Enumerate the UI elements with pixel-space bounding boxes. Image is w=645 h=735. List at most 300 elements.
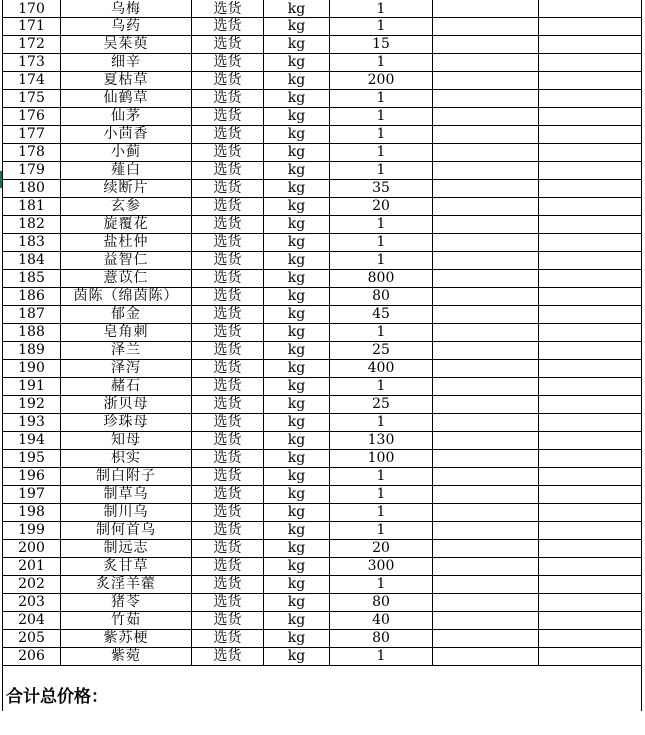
table-row	[3, 432, 642, 450]
table-row	[3, 360, 642, 378]
table-row	[3, 108, 642, 126]
quantity-cell[interactable]: 1	[330, 648, 433, 666]
unit-price-cell[interactable]	[433, 18, 539, 36]
grade-cell[interactable]: 选货	[192, 576, 264, 594]
amount-cell[interactable]	[539, 486, 642, 504]
grade-cell[interactable]: 选货	[192, 270, 264, 288]
row-number-cell[interactable]: 205	[3, 630, 61, 648]
row-number-cell[interactable]: 173	[3, 54, 61, 72]
herb-name-cell[interactable]: 仙鹤草	[61, 90, 192, 108]
unit-price-cell[interactable]	[433, 126, 539, 144]
grade-cell[interactable]: 选货	[192, 198, 264, 216]
unit-cell[interactable]: kg	[264, 378, 330, 396]
row-number-cell[interactable]: 172	[3, 36, 61, 54]
unit-price-cell[interactable]	[433, 342, 539, 360]
amount-cell[interactable]	[539, 468, 642, 486]
total-price-label: 合计总价格：	[6, 686, 108, 707]
quantity-cell[interactable]: 20	[330, 198, 433, 216]
grade-cell[interactable]: 选货	[192, 72, 264, 90]
grade-cell[interactable]: 选货	[192, 36, 264, 54]
herb-name-cell[interactable]: 茵陈（绵茵陈）	[61, 288, 192, 306]
row-number-cell[interactable]: 184	[3, 252, 61, 270]
amount-cell[interactable]	[539, 288, 642, 306]
quantity-cell[interactable]: 25	[330, 396, 433, 414]
table-row	[3, 414, 642, 432]
amount-cell[interactable]	[539, 612, 642, 630]
table-row	[3, 594, 642, 612]
quantity-cell[interactable]: 1	[330, 414, 433, 432]
quantity-cell[interactable]: 1	[330, 576, 433, 594]
unit-cell[interactable]: kg	[264, 504, 330, 522]
row-number-cell[interactable]: 196	[3, 468, 61, 486]
grade-cell[interactable]: 选货	[192, 126, 264, 144]
table-row	[3, 18, 642, 36]
grade-cell[interactable]: 选货	[192, 108, 264, 126]
row-number-cell[interactable]: 197	[3, 486, 61, 504]
herb-name-cell[interactable]: 仙茅	[61, 108, 192, 126]
amount-cell[interactable]	[539, 234, 642, 252]
quantity-cell[interactable]: 1	[330, 522, 433, 540]
herb-name-cell[interactable]: 小茴香	[61, 126, 192, 144]
quantity-cell[interactable]: 1	[330, 324, 433, 342]
grade-cell[interactable]: 选货	[192, 306, 264, 324]
grade-cell[interactable]: 选货	[192, 486, 264, 504]
amount-cell[interactable]	[539, 306, 642, 324]
price-list-table	[2, 0, 642, 711]
amount-cell[interactable]	[539, 558, 642, 576]
quantity-cell[interactable]: 1	[330, 216, 433, 234]
grade-cell[interactable]: 选货	[192, 504, 264, 522]
herb-name-cell[interactable]: 制白附子	[61, 468, 192, 486]
table-row	[3, 36, 642, 54]
herb-name-cell[interactable]: 制草乌	[61, 486, 192, 504]
grade-cell[interactable]: 选货	[192, 216, 264, 234]
quantity-cell[interactable]: 1	[330, 90, 433, 108]
herb-name-cell[interactable]: 竹茹	[61, 612, 192, 630]
amount-cell[interactable]	[539, 72, 642, 90]
unit-price-cell[interactable]	[433, 648, 539, 666]
table-row	[3, 54, 642, 72]
grade-cell[interactable]: 选货	[192, 144, 264, 162]
quantity-cell[interactable]: 1	[330, 126, 433, 144]
grade-cell[interactable]: 选货	[192, 414, 264, 432]
grade-cell[interactable]: 选货	[192, 540, 264, 558]
row-number-cell[interactable]: 177	[3, 126, 61, 144]
unit-price-cell[interactable]	[433, 198, 539, 216]
amount-cell[interactable]	[539, 576, 642, 594]
grade-cell[interactable]: 选货	[192, 468, 264, 486]
unit-price-cell[interactable]	[433, 252, 539, 270]
herb-name-cell[interactable]: 旋覆花	[61, 216, 192, 234]
herb-name-cell[interactable]: 浙贝母	[61, 396, 192, 414]
unit-cell[interactable]: kg	[264, 414, 330, 432]
quantity-cell[interactable]: 15	[330, 36, 433, 54]
amount-cell[interactable]	[539, 396, 642, 414]
grade-cell[interactable]: 选货	[192, 252, 264, 270]
amount-cell[interactable]	[539, 54, 642, 72]
unit-price-cell[interactable]	[433, 486, 539, 504]
unit-price-cell[interactable]	[433, 522, 539, 540]
herb-name-cell[interactable]: 知母	[61, 432, 192, 450]
quantity-cell[interactable]: 1	[330, 144, 433, 162]
row-number-cell[interactable]: 185	[3, 270, 61, 288]
quantity-cell[interactable]: 1	[330, 234, 433, 252]
amount-cell[interactable]	[539, 18, 642, 36]
herb-name-cell[interactable]: 郁金	[61, 306, 192, 324]
herb-name-cell[interactable]: 赭石	[61, 378, 192, 396]
unit-cell[interactable]: kg	[264, 0, 330, 18]
unit-cell[interactable]: kg	[264, 522, 330, 540]
herb-name-cell[interactable]: 细辛	[61, 54, 192, 72]
unit-price-cell[interactable]	[433, 540, 539, 558]
table-row	[3, 648, 642, 666]
unit-cell[interactable]: kg	[264, 540, 330, 558]
unit-cell[interactable]: kg	[264, 216, 330, 234]
amount-cell[interactable]	[539, 450, 642, 468]
row-number-cell[interactable]: 206	[3, 648, 61, 666]
grade-cell[interactable]: 选货	[192, 180, 264, 198]
unit-price-cell[interactable]	[433, 432, 539, 450]
unit-price-cell[interactable]	[433, 0, 539, 18]
quantity-cell[interactable]: 800	[330, 270, 433, 288]
unit-cell[interactable]: kg	[264, 468, 330, 486]
unit-price-cell[interactable]	[433, 612, 539, 630]
herb-name-cell[interactable]: 夏枯草	[61, 72, 192, 90]
unit-cell[interactable]: kg	[264, 18, 330, 36]
amount-cell[interactable]	[539, 522, 642, 540]
herb-name-cell[interactable]: 乌药	[61, 18, 192, 36]
grade-cell[interactable]: 选货	[192, 360, 264, 378]
row-number-cell[interactable]: 199	[3, 522, 61, 540]
total-price-row	[3, 666, 642, 711]
table-row	[3, 198, 642, 216]
grade-cell[interactable]: 选货	[192, 378, 264, 396]
grade-cell[interactable]: 选货	[192, 18, 264, 36]
unit-cell[interactable]: kg	[264, 324, 330, 342]
row-number-cell[interactable]: 174	[3, 72, 61, 90]
unit-cell[interactable]: kg	[264, 630, 330, 648]
unit-cell[interactable]: kg	[264, 288, 330, 306]
herb-name-cell[interactable]: 紫苏梗	[61, 630, 192, 648]
unit-cell[interactable]: kg	[264, 648, 330, 666]
row-number-cell[interactable]: 195	[3, 450, 61, 468]
unit-price-cell[interactable]	[433, 36, 539, 54]
unit-cell[interactable]: kg	[264, 432, 330, 450]
table-row	[3, 180, 642, 198]
table-row	[3, 270, 642, 288]
table-row	[3, 396, 642, 414]
table-row	[3, 504, 642, 522]
quantity-cell[interactable]: 25	[330, 342, 433, 360]
herb-name-cell[interactable]: 紫菀	[61, 648, 192, 666]
unit-price-cell[interactable]	[433, 594, 539, 612]
herb-name-cell[interactable]: 制远志	[61, 540, 192, 558]
amount-cell[interactable]	[539, 594, 642, 612]
quantity-cell[interactable]: 1	[330, 108, 433, 126]
table-row	[3, 162, 642, 180]
grade-cell[interactable]: 选货	[192, 594, 264, 612]
unit-price-cell[interactable]	[433, 270, 539, 288]
quantity-cell[interactable]: 1	[330, 468, 433, 486]
table-row	[3, 576, 642, 594]
unit-cell[interactable]: kg	[264, 126, 330, 144]
grade-cell[interactable]: 选货	[192, 342, 264, 360]
unit-price-cell[interactable]	[433, 288, 539, 306]
unit-cell[interactable]: kg	[264, 342, 330, 360]
row-number-cell[interactable]: 204	[3, 612, 61, 630]
unit-price-cell[interactable]	[433, 396, 539, 414]
table-row	[3, 288, 642, 306]
table-row	[3, 522, 642, 540]
amount-cell[interactable]	[539, 504, 642, 522]
unit-price-cell[interactable]	[433, 72, 539, 90]
unit-price-cell[interactable]	[433, 162, 539, 180]
grade-cell[interactable]: 选货	[192, 450, 264, 468]
unit-price-cell[interactable]	[433, 324, 539, 342]
table-row	[3, 468, 642, 486]
quantity-cell[interactable]: 40	[330, 612, 433, 630]
quantity-cell[interactable]: 35	[330, 180, 433, 198]
table-row	[3, 558, 642, 576]
quantity-cell[interactable]: 1	[330, 504, 433, 522]
quantity-cell[interactable]: 45	[330, 306, 433, 324]
total-price-cell[interactable]	[3, 666, 642, 711]
row-number-cell[interactable]: 201	[3, 558, 61, 576]
unit-price-cell[interactable]	[433, 90, 539, 108]
amount-cell[interactable]	[539, 252, 642, 270]
quantity-cell[interactable]: 1	[330, 18, 433, 36]
amount-cell[interactable]	[539, 270, 642, 288]
grade-cell[interactable]: 选货	[192, 162, 264, 180]
row-number-cell[interactable]: 202	[3, 576, 61, 594]
unit-price-cell[interactable]	[433, 144, 539, 162]
amount-cell[interactable]	[539, 324, 642, 342]
grade-cell[interactable]: 选货	[192, 324, 264, 342]
unit-price-cell[interactable]	[433, 504, 539, 522]
unit-price-cell[interactable]	[433, 54, 539, 72]
quantity-cell[interactable]: 1	[330, 378, 433, 396]
grade-cell[interactable]: 选货	[192, 288, 264, 306]
quantity-cell[interactable]: 100	[330, 450, 433, 468]
herb-name-cell[interactable]: 薤白	[61, 162, 192, 180]
quantity-cell[interactable]: 1	[330, 0, 433, 18]
amount-cell[interactable]	[539, 360, 642, 378]
herb-name-cell[interactable]: 制川乌	[61, 504, 192, 522]
unit-cell[interactable]: kg	[264, 612, 330, 630]
quantity-cell[interactable]: 400	[330, 360, 433, 378]
unit-price-cell[interactable]	[433, 216, 539, 234]
amount-cell[interactable]	[539, 144, 642, 162]
quantity-cell[interactable]: 1	[330, 54, 433, 72]
amount-cell[interactable]	[539, 216, 642, 234]
unit-price-cell[interactable]	[433, 468, 539, 486]
herb-name-cell[interactable]: 续断片	[61, 180, 192, 198]
grade-cell[interactable]: 选货	[192, 54, 264, 72]
amount-cell[interactable]	[539, 432, 642, 450]
grade-cell[interactable]: 选货	[192, 396, 264, 414]
amount-cell[interactable]	[539, 90, 642, 108]
herb-name-cell[interactable]: 炙甘草	[61, 558, 192, 576]
table-row	[3, 72, 642, 90]
row-number-cell[interactable]: 198	[3, 504, 61, 522]
unit-cell[interactable]: kg	[264, 252, 330, 270]
table-body	[3, 0, 642, 666]
grade-cell[interactable]: 选货	[192, 648, 264, 666]
quantity-cell[interactable]: 1	[330, 252, 433, 270]
row-number-cell[interactable]: 175	[3, 90, 61, 108]
table-row	[3, 252, 642, 270]
unit-price-cell[interactable]	[433, 378, 539, 396]
row-number-cell[interactable]: 188	[3, 324, 61, 342]
row-number-cell[interactable]: 189	[3, 342, 61, 360]
row-number-cell[interactable]: 183	[3, 234, 61, 252]
quantity-cell[interactable]: 80	[330, 630, 433, 648]
row-number-cell[interactable]: 170	[3, 0, 61, 18]
table-row	[3, 342, 642, 360]
table-row	[3, 0, 642, 18]
unit-cell[interactable]: kg	[264, 360, 330, 378]
row-number-cell[interactable]: 171	[3, 18, 61, 36]
quantity-cell[interactable]: 20	[330, 540, 433, 558]
row-number-cell[interactable]: 200	[3, 540, 61, 558]
table-row	[3, 324, 642, 342]
unit-cell[interactable]: kg	[264, 594, 330, 612]
herb-name-cell[interactable]: 乌梅	[61, 0, 192, 18]
row-number-cell[interactable]: 181	[3, 198, 61, 216]
quantity-cell[interactable]: 130	[330, 432, 433, 450]
table-row	[3, 630, 642, 648]
amount-cell[interactable]	[539, 630, 642, 648]
amount-cell[interactable]	[539, 378, 642, 396]
unit-cell[interactable]: kg	[264, 306, 330, 324]
unit-price-cell[interactable]	[433, 630, 539, 648]
row-number-cell[interactable]: 186	[3, 288, 61, 306]
amount-cell[interactable]	[539, 540, 642, 558]
herb-name-cell[interactable]: 制何首乌	[61, 522, 192, 540]
unit-cell[interactable]: kg	[264, 72, 330, 90]
table-row	[3, 378, 642, 396]
row-number-cell[interactable]: 192	[3, 396, 61, 414]
amount-cell[interactable]	[539, 0, 642, 18]
row-number-cell[interactable]: 179	[3, 162, 61, 180]
row-number-cell[interactable]: 193	[3, 414, 61, 432]
unit-cell[interactable]: kg	[264, 36, 330, 54]
unit-cell[interactable]: kg	[264, 486, 330, 504]
unit-cell[interactable]: kg	[264, 90, 330, 108]
row-number-cell[interactable]: 191	[3, 378, 61, 396]
quantity-cell[interactable]: 1	[330, 162, 433, 180]
unit-cell[interactable]: kg	[264, 162, 330, 180]
unit-price-cell[interactable]	[433, 558, 539, 576]
quantity-cell[interactable]: 300	[330, 558, 433, 576]
grade-cell[interactable]: 选货	[192, 612, 264, 630]
unit-price-cell[interactable]	[433, 450, 539, 468]
herb-name-cell[interactable]: 吴茱萸	[61, 36, 192, 54]
grade-cell[interactable]: 选货	[192, 630, 264, 648]
herb-name-cell[interactable]: 枳实	[61, 450, 192, 468]
grade-cell[interactable]: 选货	[192, 90, 264, 108]
amount-cell[interactable]	[539, 36, 642, 54]
grade-cell[interactable]: 选货	[192, 432, 264, 450]
amount-cell[interactable]	[539, 180, 642, 198]
grade-cell[interactable]: 选货	[192, 558, 264, 576]
table-row	[3, 216, 642, 234]
table-row	[3, 90, 642, 108]
herb-name-cell[interactable]: 珍珠母	[61, 414, 192, 432]
table-row	[3, 126, 642, 144]
row-number-cell[interactable]: 190	[3, 360, 61, 378]
quantity-cell[interactable]: 80	[330, 594, 433, 612]
table-row	[3, 234, 642, 252]
herb-name-cell[interactable]: 炙淫羊藿	[61, 576, 192, 594]
herb-name-cell[interactable]: 皂角刺	[61, 324, 192, 342]
unit-price-cell[interactable]	[433, 306, 539, 324]
amount-cell[interactable]	[539, 198, 642, 216]
table-row	[3, 612, 642, 630]
unit-price-cell[interactable]	[433, 576, 539, 594]
amount-cell[interactable]	[539, 162, 642, 180]
unit-price-cell[interactable]	[433, 180, 539, 198]
quantity-cell[interactable]: 200	[330, 72, 433, 90]
herb-name-cell[interactable]: 泽泻	[61, 360, 192, 378]
unit-cell[interactable]: kg	[264, 234, 330, 252]
unit-cell[interactable]: kg	[264, 396, 330, 414]
herb-name-cell[interactable]: 泽兰	[61, 342, 192, 360]
unit-cell[interactable]: kg	[264, 54, 330, 72]
unit-cell[interactable]: kg	[264, 144, 330, 162]
row-number-cell[interactable]: 182	[3, 216, 61, 234]
table-row	[3, 450, 642, 468]
unit-price-cell[interactable]	[433, 234, 539, 252]
unit-price-cell[interactable]	[433, 360, 539, 378]
amount-cell[interactable]	[539, 342, 642, 360]
table-row	[3, 486, 642, 504]
unit-cell[interactable]: kg	[264, 558, 330, 576]
unit-cell[interactable]: kg	[264, 450, 330, 468]
unit-cell[interactable]: kg	[264, 576, 330, 594]
unit-price-cell[interactable]	[433, 108, 539, 126]
quantity-cell[interactable]: 1	[330, 486, 433, 504]
unit-cell[interactable]: kg	[264, 198, 330, 216]
grade-cell[interactable]: 选货	[192, 522, 264, 540]
grade-cell[interactable]: 选货	[192, 0, 264, 18]
herb-name-cell[interactable]: 玄参	[61, 198, 192, 216]
row-number-cell[interactable]: 194	[3, 432, 61, 450]
amount-cell[interactable]	[539, 126, 642, 144]
row-number-cell[interactable]: 180	[3, 180, 61, 198]
quantity-cell[interactable]: 80	[330, 288, 433, 306]
herb-name-cell[interactable]: 猪苓	[61, 594, 192, 612]
row-number-cell[interactable]: 203	[3, 594, 61, 612]
row-number-cell[interactable]: 187	[3, 306, 61, 324]
unit-cell[interactable]: kg	[264, 270, 330, 288]
herb-name-cell[interactable]: 益智仁	[61, 252, 192, 270]
table-row	[3, 144, 642, 162]
row-number-cell[interactable]: 178	[3, 144, 61, 162]
unit-cell[interactable]: kg	[264, 180, 330, 198]
unit-cell[interactable]: kg	[264, 108, 330, 126]
table-row	[3, 540, 642, 558]
herb-name-cell[interactable]: 小蓟	[61, 144, 192, 162]
grade-cell[interactable]: 选货	[192, 234, 264, 252]
amount-cell[interactable]	[539, 108, 642, 126]
row-number-cell[interactable]: 176	[3, 108, 61, 126]
amount-cell[interactable]	[539, 414, 642, 432]
unit-price-cell[interactable]	[433, 414, 539, 432]
herb-name-cell[interactable]: 薏苡仁	[61, 270, 192, 288]
amount-cell[interactable]	[539, 648, 642, 666]
herb-name-cell[interactable]: 盐杜仲	[61, 234, 192, 252]
